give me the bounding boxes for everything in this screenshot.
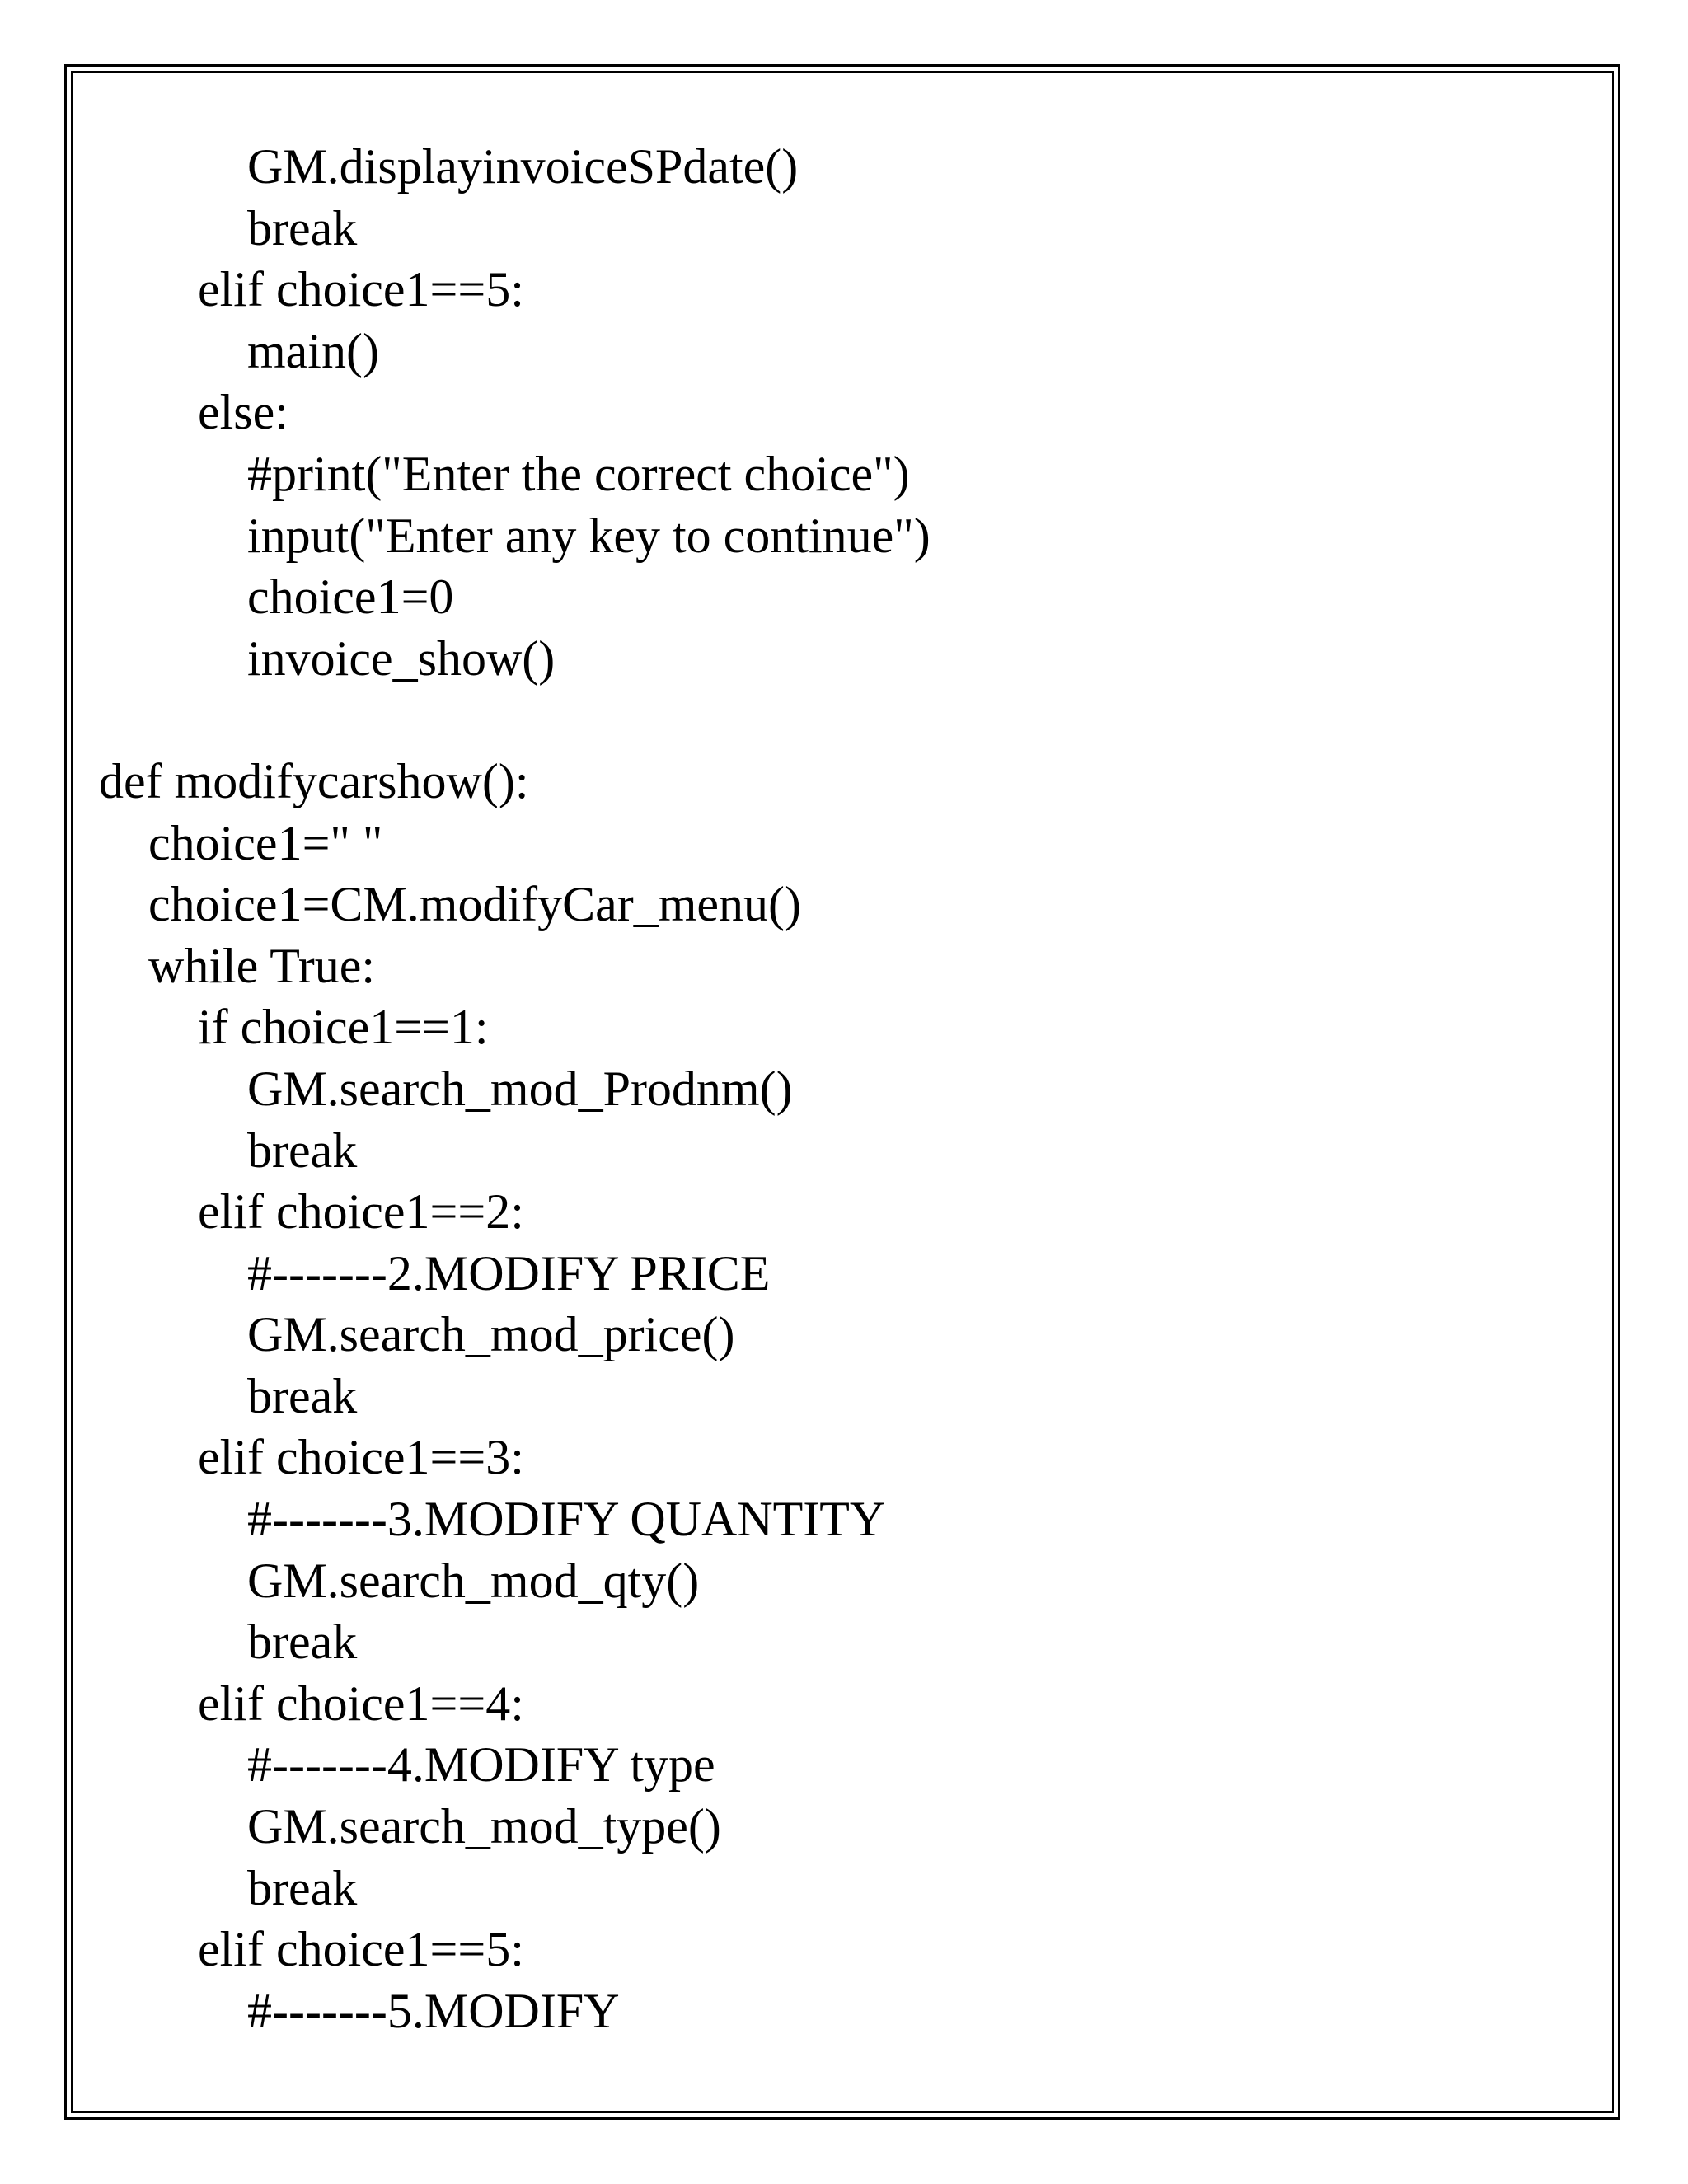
- code-line-text: elif choice1==3:: [198, 1430, 524, 1485]
- code-line-text: elif choice1==5:: [198, 1922, 524, 1977]
- code-line-text: #print("Enter the correct choice"): [247, 446, 910, 501]
- code-line: [0, 996, 1688, 1058]
- code-line-text: #-------3.MODIFY QUANTITY: [247, 1492, 886, 1547]
- code-line: [0, 1120, 1688, 1182]
- code-line: [0, 321, 1688, 382]
- code-line-text: GM.displayinvoiceSPdate(): [247, 139, 799, 194]
- code-line-text: elif choice1==2:: [198, 1184, 524, 1240]
- code-line-text: def modifycarshow():: [99, 753, 529, 808]
- code-line-text: while True:: [148, 938, 376, 993]
- code-line: [0, 628, 1688, 690]
- code-line-text: invoice_show(): [247, 630, 556, 686]
- code-line-text: #-------5.MODIFY: [247, 1983, 620, 2038]
- code-line-text: #-------4.MODIFY type: [247, 1737, 715, 1793]
- code-line-text: if choice1==1:: [198, 1000, 489, 1055]
- code-line-text: GM.search_mod_qty(): [247, 1553, 700, 1608]
- code-line: [0, 874, 1688, 935]
- code-line-text: GM.search_mod_type(): [247, 1799, 721, 1854]
- code-line-text: break: [247, 1122, 358, 1178]
- code-line: [0, 1304, 1688, 1366]
- code-line: [0, 259, 1688, 321]
- code-line: [0, 443, 1688, 505]
- code-line: [0, 1673, 1688, 1735]
- code-line-text: GM.search_mod_price(): [247, 1307, 735, 1362]
- code-line: [0, 382, 1688, 443]
- code-line: [0, 136, 1688, 198]
- code-line-text: elif choice1==5:: [198, 262, 524, 317]
- code-line: [0, 1980, 1688, 2042]
- code-line: [0, 1181, 1688, 1243]
- code-line-text: #-------2.MODIFY PRICE: [247, 1245, 771, 1301]
- code-line-text: break: [247, 200, 358, 255]
- code-line-text: else:: [198, 385, 288, 440]
- code-line: [0, 1796, 1688, 1858]
- code-line: [0, 1734, 1688, 1796]
- code-line-text: main(): [247, 323, 379, 378]
- code-line-text: break: [247, 1368, 358, 1423]
- code-line: [0, 1058, 1688, 1120]
- code-line: [0, 198, 1688, 260]
- code-line-text: choice1=CM.modifyCar_menu(): [148, 877, 801, 932]
- code-line: [0, 689, 1688, 751]
- code-line: [0, 1427, 1688, 1488]
- code-line: [0, 566, 1688, 628]
- code-line: [0, 1611, 1688, 1673]
- code-line: [0, 1550, 1688, 1612]
- code-line: [0, 935, 1688, 997]
- code-line-text: GM.search_mod_Prodnm(): [247, 1061, 793, 1116]
- code-line-text: break: [247, 1615, 358, 1670]
- code-listing: [0, 136, 1688, 2041]
- code-line: [0, 1858, 1688, 1919]
- code-line: [0, 1919, 1688, 1980]
- code-line: [0, 1488, 1688, 1550]
- code-line-text: choice1=0: [247, 569, 454, 625]
- code-line-text: input("Enter any key to continue"): [247, 508, 931, 563]
- code-line: [0, 505, 1688, 567]
- code-line-text: choice1=" ": [148, 815, 383, 870]
- code-line: [0, 751, 1688, 813]
- code-line-text: break: [247, 1860, 358, 1915]
- code-line: [0, 813, 1688, 874]
- code-line-text: elif choice1==4:: [198, 1675, 524, 1731]
- code-line: [0, 1366, 1688, 1427]
- code-line: [0, 1243, 1688, 1305]
